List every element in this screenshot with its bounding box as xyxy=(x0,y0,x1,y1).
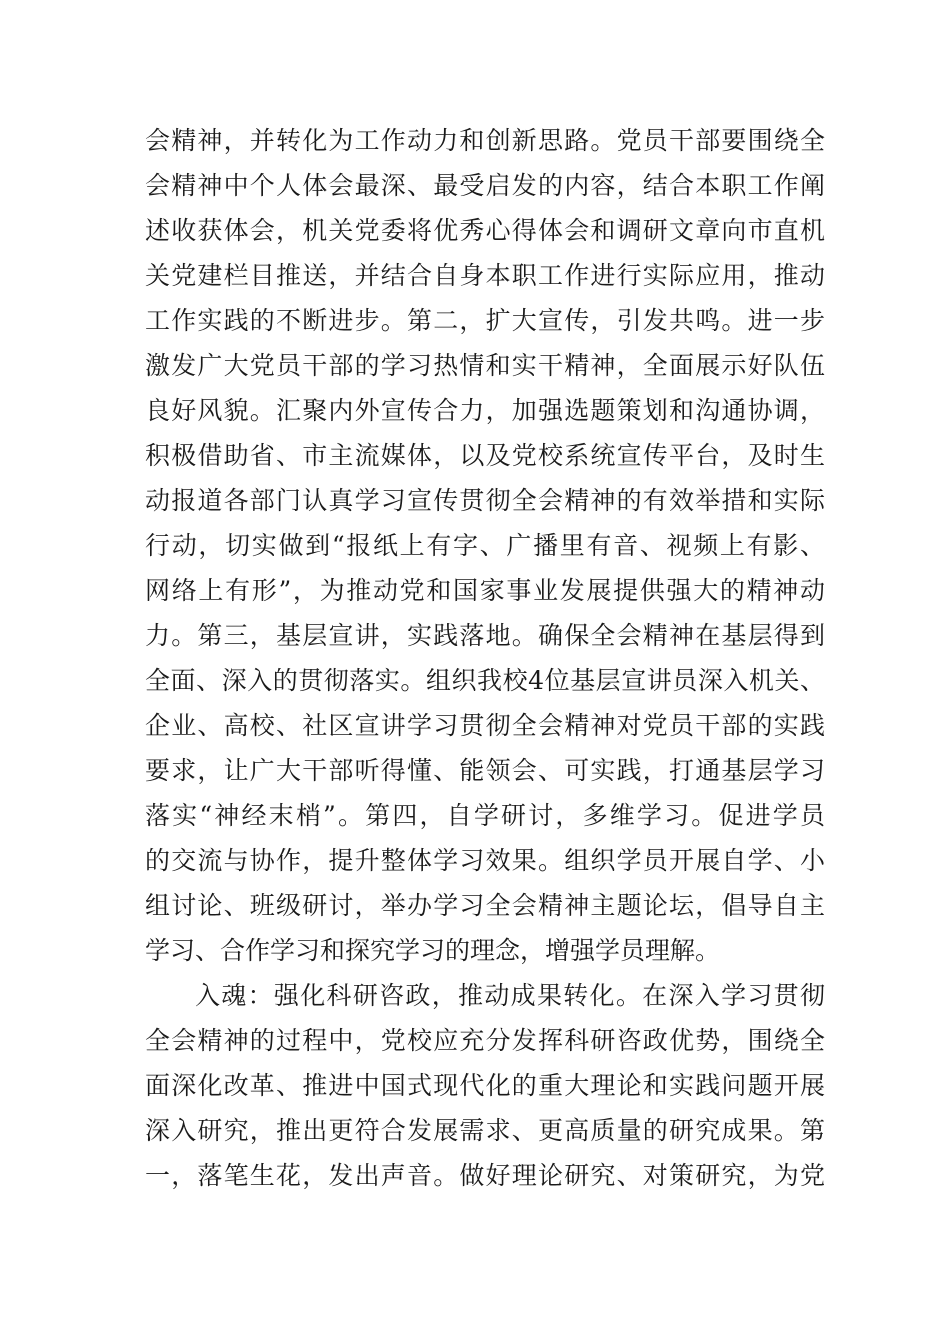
text-line: 工作实践的不断进步。第二，扩大宣传，引发共鸣。进一步 xyxy=(145,306,825,335)
text-line: 要求，让广大干部听得懂、能领会、可实践，打通基层学习 xyxy=(145,756,825,785)
text-line: 积极借助省、市主流媒体，以及党校系统宣传平台，及时生 xyxy=(145,441,825,470)
text-line: 一，落笔生花，发出声音。做好理论研究、对策研究，为党 xyxy=(145,1161,825,1190)
text-line: 组讨论、班级研讨，举办学习全会精神主题论坛，倡导自主 xyxy=(145,891,825,920)
text-line: 行动，切实做到“报纸上有字、广播里有音、视频上有影、 xyxy=(145,531,825,560)
text-line: 力。第三，基层宣讲，实践落地。确保全会精神在基层得到 xyxy=(145,621,825,650)
text-line: 面深化改革、推进中国式现代化的重大理论和实践问题开展 xyxy=(145,1071,825,1100)
text-line: 深入研究，推出更符合发展需求、更高质量的研究成果。第 xyxy=(145,1116,825,1145)
paragraph-2 xyxy=(145,973,825,1198)
text-line: 学习、合作学习和探究学习的理念，增强学员理解。 xyxy=(145,936,721,965)
paragraph-1 xyxy=(145,118,825,973)
text-line: 的交流与协作，提升整体学习效果。组织学员开展自学、小 xyxy=(145,846,825,875)
text-line: 入魂：强化科研咨政，推动成果转化。在深入学习贯彻 xyxy=(195,981,825,1010)
text-line: 会精神，并转化为工作动力和创新思路。党员干部要围绕全 xyxy=(145,126,825,155)
text-line: 会精神中个人体会最深、最受启发的内容，结合本职工作阐 xyxy=(145,171,825,200)
text-line: 全会精神的过程中，党校应充分发挥科研咨政优势，围绕全 xyxy=(145,1026,825,1055)
text-line: 企业、高校、社区宣讲学习贯彻全会精神对党员干部的实践 xyxy=(145,711,825,740)
text-line: 激发广大党员干部的学习热情和实干精神，全面展示好队伍 xyxy=(145,351,825,380)
text-line: 良好风貌。汇聚内外宣传合力，加强选题策划和沟通协调， xyxy=(145,396,825,425)
text-line: 网络上有形”，为推动党和国家事业发展提供强大的精神动 xyxy=(145,576,825,605)
text-line: 动报道各部门认真学习宣传贯彻全会精神的有效举措和实际 xyxy=(145,486,825,515)
text-line: 落实“神经末梢”。第四，自学研讨，多维学习。促进学员 xyxy=(145,801,825,830)
text-line: 全面、深入的贯彻落实。组织我校4位基层宣讲员深入机关、 xyxy=(145,666,825,695)
text-line: 述收获体会，机关党委将优秀心得体会和调研文章向市直机 xyxy=(145,216,825,245)
text-line: 关党建栏目推送，并结合自身本职工作进行实际应用，推动 xyxy=(145,261,825,290)
